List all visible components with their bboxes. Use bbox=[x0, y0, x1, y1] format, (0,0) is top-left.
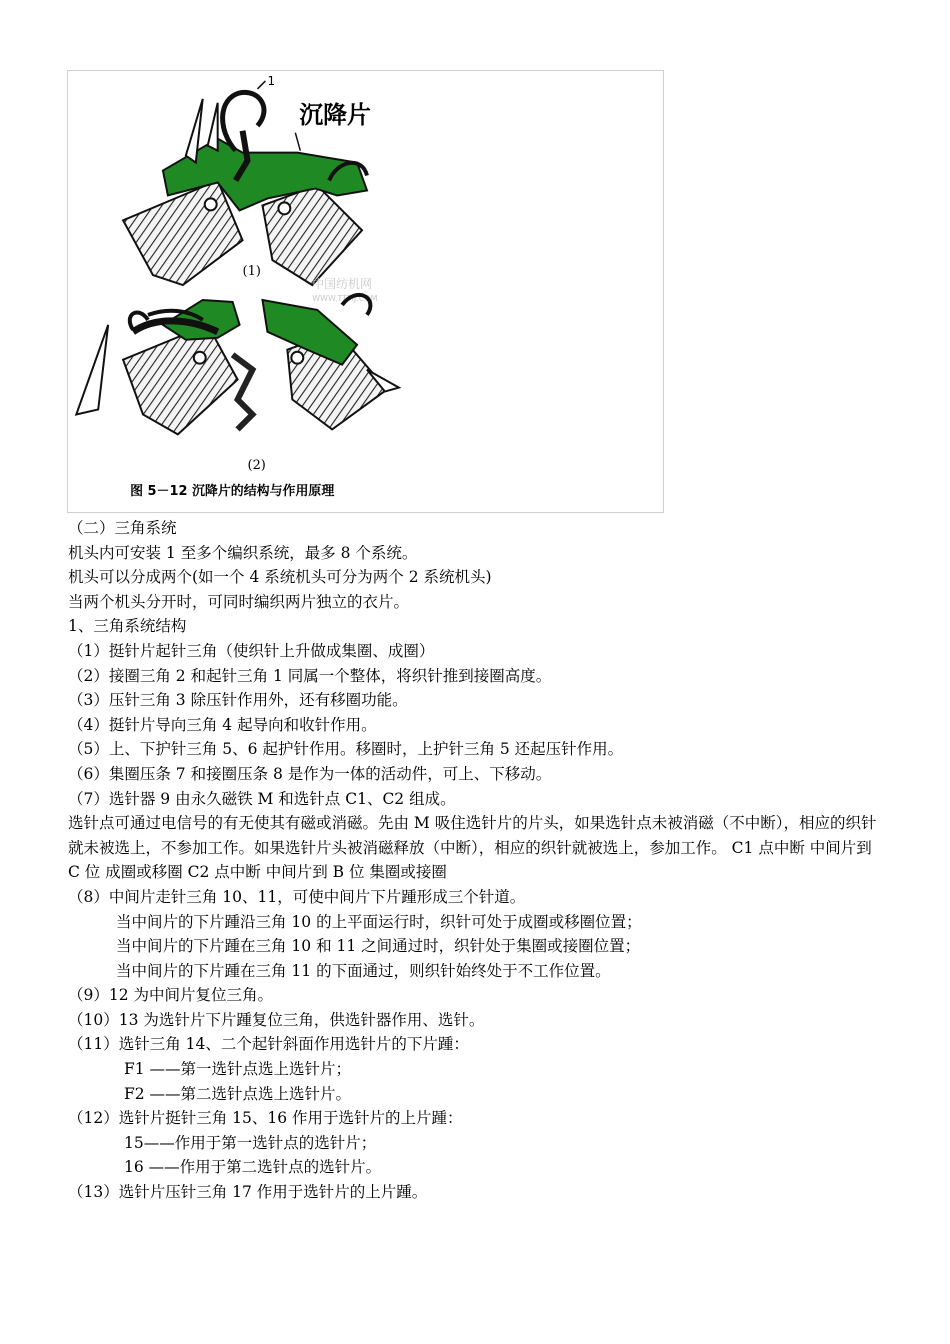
indented-line: 当中间片的下片踵沿三角 10 的上平面运行时，织针可处于成圈或移圈位置； bbox=[116, 912, 642, 931]
sub-label-1: (1) bbox=[242, 264, 261, 280]
list-item: （7）选针器 9 由永久磁铁 M 和选针点 C1、C2 组成。 bbox=[68, 789, 456, 808]
list-item: （10）13 为选针片下片踵复位三角，供选针器作用、选针。 bbox=[68, 1010, 485, 1029]
list-item: （11）选针三角 14、二个起针斜面作用选针片的下片踵： bbox=[68, 1035, 469, 1054]
sub-label-2: (2) bbox=[247, 458, 266, 474]
list-item: （9）12 为中间片复位三角。 bbox=[68, 986, 274, 1005]
section-heading: （二）三角系统 bbox=[68, 519, 177, 537]
indented-line: 16 ——作用于第二选针点的选针片。 bbox=[124, 1158, 382, 1177]
list-item: （4）挺针片导向三角 4 起导向和收针作用。 bbox=[68, 715, 377, 734]
sinker-label: 沉降片 bbox=[299, 100, 371, 129]
body-text bbox=[68, 516, 888, 1205]
callout-1: 1 bbox=[267, 73, 276, 88]
watermark-url: WWW.TTMJ.COM bbox=[312, 293, 378, 303]
paragraph-line: 当两个机头分开时，可同时编织两片独立的衣片。 bbox=[68, 592, 410, 611]
sinker-figure bbox=[67, 70, 664, 513]
paragraph-wrapped: 选针点可通过电信号的有无使其有磁或消磁。先由 M 吸住选针片的片头，如果选针点未被消磁（不中断），相应的织针就未被选上，不参加工作。如果选针片头被消磁释放（中断），相应的织针就被选上，参加工作。 C1 点中断 中间片到 C 位 成圈或移圈 C2 点中断 中间片到 B 位 集圈或接圈 bbox=[68, 814, 877, 882]
sinker-diagram bbox=[68, 71, 663, 512]
paragraph-line: 机头可以分成两个(如一个 4 系统机头可分为两个 2 系统机头) bbox=[68, 568, 492, 587]
list-item: （8）中间片走针三角 10、11，可使中间片下片踵形成三个针道。 bbox=[68, 887, 526, 906]
subsection-heading: 1、三角系统结构 bbox=[68, 617, 187, 636]
list-item: （1）挺针片起针三角（使织针上升做成集圈、成圈） bbox=[68, 641, 435, 660]
watermark-cn: 中国纺机网 bbox=[312, 277, 372, 292]
indented-line: 当中间片的下片踵在三角 11 的下面通过，则织针始终处于不工作位置。 bbox=[116, 961, 611, 980]
sinker-illustration-2 bbox=[76, 295, 399, 434]
list-item: （6）集圈压条 7 和接圈压条 8 是作为一体的活动件，可上、下移动。 bbox=[68, 764, 552, 783]
list-item: （12）选针片挺针三角 15、16 作用于选针片的上片踵： bbox=[68, 1109, 463, 1128]
list-item: （3）压针三角 3 除压针作用外，还有移圈功能。 bbox=[68, 691, 408, 710]
indented-line: F2 ——第二选针点选上选针片。 bbox=[124, 1084, 352, 1103]
list-item: （13）选针片压针三角 17 作用于选针片的上片踵。 bbox=[68, 1183, 428, 1202]
list-item: （5）上、下护针三角 5、6 起护针作用。移圈时，上护针三角 5 还起压针作用。 bbox=[68, 740, 624, 759]
figure-caption: 图 5－12 沉降片的结构与作用原理 bbox=[130, 484, 335, 500]
list-item: （2）接圈三角 2 和起针三角 1 同属一个整体，将织针推到接圈高度。 bbox=[68, 666, 552, 685]
indented-line: 15——作用于第一选针点的选针片； bbox=[124, 1133, 377, 1152]
indented-line: 当中间片的下片踵在三角 10 和 11 之间通过时，织针处于集圈或接圈位置； bbox=[116, 937, 641, 956]
paragraph-line: 机头内可安装 1 至多个编织系统，最多 8 个系统。 bbox=[68, 543, 418, 562]
indented-line: F1 ——第一选针点选上选针片； bbox=[124, 1060, 352, 1079]
